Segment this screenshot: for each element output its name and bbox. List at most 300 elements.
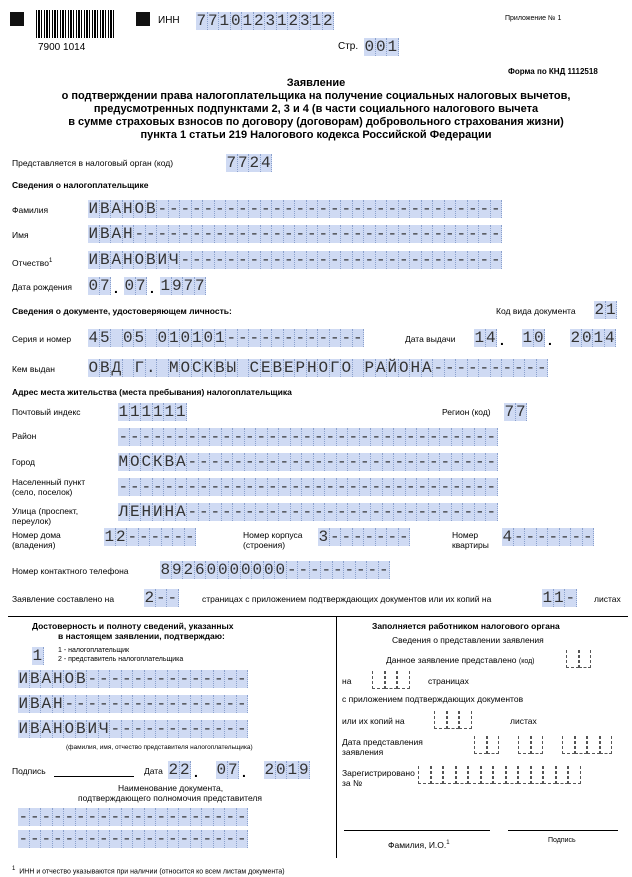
char-cell: Н xyxy=(164,503,175,521)
char-cell: - xyxy=(290,428,301,446)
docname-label-2: подтверждающего полномочия представителя xyxy=(78,793,262,803)
char-cell: - xyxy=(513,359,524,377)
char-cell: - xyxy=(226,251,237,269)
char-cell: - xyxy=(486,428,497,446)
char-cell: - xyxy=(405,478,416,496)
char-cell: - xyxy=(167,830,178,848)
char-cell: 4 xyxy=(502,528,513,546)
char-cell: - xyxy=(221,428,232,446)
char-cell: - xyxy=(121,808,132,826)
char-cell: - xyxy=(433,225,444,243)
char-cell: - xyxy=(286,561,297,579)
char-cell: - xyxy=(279,478,290,496)
signer-option-1: 1 - налогоплательщик xyxy=(58,647,130,654)
char-cell: И xyxy=(152,503,163,521)
char-cell: - xyxy=(249,200,260,218)
footnote: $^1$ ИНН и отчество указываются при наличии (относится ко всем листам документа) xyxy=(12,866,285,876)
char-cell: 2 xyxy=(322,12,333,30)
surname-field[interactable] xyxy=(88,200,502,218)
char-cell: - xyxy=(433,359,444,377)
char-cell: 1 xyxy=(593,329,604,347)
char-cell: - xyxy=(375,251,386,269)
char-cell: - xyxy=(283,225,294,243)
char-cell: - xyxy=(155,589,166,607)
char-cell: 0 xyxy=(240,561,251,579)
char-cell: - xyxy=(237,251,248,269)
dob-year[interactable] xyxy=(160,277,206,295)
char-cell: - xyxy=(325,503,336,521)
inn-field[interactable] xyxy=(196,12,334,30)
char-cell: - xyxy=(456,200,467,218)
char-cell: - xyxy=(225,695,236,713)
char-cell: М xyxy=(168,359,179,377)
char-cell: - xyxy=(64,808,75,826)
char-cell: Н xyxy=(122,200,133,218)
char-cell: - xyxy=(213,808,224,826)
char-cell: - xyxy=(244,478,255,496)
char-cell: - xyxy=(98,670,109,688)
char-cell xyxy=(385,671,398,689)
char-cell: - xyxy=(440,503,451,521)
char-cell: 1 xyxy=(553,589,564,607)
char-cell: - xyxy=(375,528,386,546)
char-cell: О xyxy=(180,359,191,377)
char-cell: - xyxy=(164,478,175,496)
form-title-2: о подтверждении права налогоплательщика на получение социальных налоговых вычетов, xyxy=(61,90,571,102)
page-number-field[interactable] xyxy=(364,38,399,56)
char-cell: - xyxy=(306,200,317,218)
char-cell: И xyxy=(88,251,99,269)
char-cell: 3 xyxy=(299,12,310,30)
char-cell: - xyxy=(359,428,370,446)
signer-surname-field[interactable] xyxy=(18,670,248,688)
char-cell: 2 xyxy=(179,761,190,779)
char-cell: - xyxy=(364,200,375,218)
char-cell: - xyxy=(456,251,467,269)
char-cell: - xyxy=(118,428,129,446)
char-cell: - xyxy=(479,251,490,269)
char-cell: - xyxy=(306,329,317,347)
docname-field-1[interactable] xyxy=(18,808,248,826)
char-cell: А xyxy=(111,200,122,218)
char-cell: К xyxy=(152,453,163,471)
char-cell: - xyxy=(175,478,186,496)
char-cell: - xyxy=(210,478,221,496)
char-cell: Ч xyxy=(98,720,109,738)
char-cell: - xyxy=(180,200,191,218)
char-cell xyxy=(474,736,487,754)
char-cell: - xyxy=(359,478,370,496)
char-cell: - xyxy=(18,808,29,826)
char-cell: - xyxy=(210,453,221,471)
char-cell: - xyxy=(421,225,432,243)
char-cell: - xyxy=(559,528,570,546)
char-cell: - xyxy=(214,200,225,218)
char-cell: - xyxy=(225,808,236,826)
char-cell: - xyxy=(98,808,109,826)
char-cell: - xyxy=(283,329,294,347)
char-cell: - xyxy=(440,453,451,471)
char-cell: - xyxy=(378,561,389,579)
copies-received-field[interactable] xyxy=(434,711,472,729)
char-cell: 1 xyxy=(141,403,152,421)
street-field[interactable] xyxy=(118,503,498,521)
char-cell: 1 xyxy=(242,12,253,30)
char-cell: - xyxy=(187,503,198,521)
char-cell: - xyxy=(167,670,178,688)
char-cell: - xyxy=(474,478,485,496)
region-field[interactable] xyxy=(504,403,527,421)
char-cell: 1 xyxy=(522,329,533,347)
locality-field[interactable] xyxy=(118,478,498,496)
char-cell: А xyxy=(111,251,122,269)
presented-date-label-1: Дата представления xyxy=(342,737,423,747)
char-cell: - xyxy=(451,428,462,446)
char-cell: - xyxy=(479,225,490,243)
char-cell: - xyxy=(237,225,248,243)
char-cell: Н xyxy=(122,251,133,269)
char-cell: В xyxy=(29,670,40,688)
left-head-2: в настоящем заявлении, подтверждаю: xyxy=(58,631,225,641)
char-cell: Г xyxy=(134,359,145,377)
issue-month[interactable] xyxy=(522,329,545,347)
char-cell: - xyxy=(267,453,278,471)
char-cell: - xyxy=(490,251,501,269)
char-cell: - xyxy=(359,453,370,471)
char-cell: 2 xyxy=(264,761,275,779)
house-label-1: Номер дома xyxy=(12,530,61,540)
signer-patronymic-field[interactable] xyxy=(18,720,248,738)
char-cell: - xyxy=(336,428,347,446)
flat-field[interactable] xyxy=(502,528,594,546)
char-cell: - xyxy=(75,808,86,826)
char-cell: - xyxy=(428,503,439,521)
char-cell: 0 xyxy=(263,561,274,579)
char-cell xyxy=(531,736,544,754)
char-cell: А xyxy=(41,670,52,688)
char-cell: - xyxy=(64,695,75,713)
name-label: Имя xyxy=(12,230,29,240)
signature-line[interactable] xyxy=(54,776,134,777)
char-cell xyxy=(487,736,500,754)
char-cell: - xyxy=(233,453,244,471)
registered-label-1: Зарегистрировано xyxy=(342,768,415,778)
dob-day[interactable] xyxy=(88,277,111,295)
char-cell: 1 xyxy=(219,12,230,30)
char-cell: Н xyxy=(410,359,421,377)
char-cell: - xyxy=(479,359,490,377)
char-cell: - xyxy=(202,695,213,713)
name-field[interactable] xyxy=(88,225,502,243)
official-name-line[interactable] xyxy=(344,830,490,831)
char-cell: - xyxy=(141,478,152,496)
char-cell: - xyxy=(121,695,132,713)
char-cell: - xyxy=(283,251,294,269)
char-cell: 7 xyxy=(99,277,110,295)
char-cell: - xyxy=(256,453,267,471)
char-cell: Н xyxy=(306,359,317,377)
char-cell: - xyxy=(203,225,214,243)
char-cell xyxy=(353,359,365,377)
postcode-field[interactable] xyxy=(118,403,187,421)
char-cell: - xyxy=(467,200,478,218)
presented-code-field[interactable] xyxy=(566,650,591,668)
char-cell: - xyxy=(336,478,347,496)
char-cell: - xyxy=(267,428,278,446)
char-cell: 1 xyxy=(160,277,171,295)
char-cell: А xyxy=(41,720,52,738)
char-cell: - xyxy=(272,200,283,218)
char-cell: - xyxy=(302,503,313,521)
char-cell xyxy=(434,711,447,729)
dob-month[interactable] xyxy=(124,277,147,295)
corpus-field[interactable] xyxy=(318,528,410,546)
char-cell: - xyxy=(298,561,309,579)
form-title-5: пункта 1 статьи 219 Налогового кодекса Российской Федерации xyxy=(140,129,492,141)
char-cell: - xyxy=(283,200,294,218)
char-cell: 0 xyxy=(375,38,386,56)
char-cell xyxy=(543,766,556,784)
char-cell: - xyxy=(249,225,260,243)
char-cell: - xyxy=(161,528,172,546)
char-cell: - xyxy=(236,670,247,688)
char-cell: . xyxy=(145,359,156,377)
phone-field[interactable] xyxy=(160,561,390,579)
authority-code-field[interactable] xyxy=(226,154,272,172)
char-cell: - xyxy=(110,830,121,848)
char-cell: 7 xyxy=(226,154,237,172)
char-cell: - xyxy=(295,251,306,269)
char-cell: - xyxy=(52,808,63,826)
district-field[interactable] xyxy=(118,428,498,446)
char-cell: - xyxy=(256,428,267,446)
signer-name-field[interactable] xyxy=(18,695,248,713)
city-field[interactable] xyxy=(118,453,498,471)
inn-label: ИНН xyxy=(158,15,180,26)
char-cell: - xyxy=(474,453,485,471)
char-cell: - xyxy=(348,428,359,446)
char-cell: - xyxy=(121,720,132,738)
pages-count-field[interactable] xyxy=(144,589,179,607)
address-section: Адрес места жительства (места пребывания) налогоплательщика xyxy=(12,387,292,397)
char-cell: - xyxy=(187,453,198,471)
char-cell: - xyxy=(279,428,290,446)
street-label-1: Улица (проспект, xyxy=(12,506,79,516)
char-cell: - xyxy=(167,808,178,826)
char-cell: - xyxy=(440,478,451,496)
char-cell: - xyxy=(371,453,382,471)
pages-received-field[interactable] xyxy=(372,671,410,689)
char-cell: - xyxy=(329,329,340,347)
char-cell: - xyxy=(313,453,324,471)
char-cell: 5 xyxy=(99,329,110,347)
char-cell: В xyxy=(214,359,225,377)
char-cell: 1 xyxy=(175,403,186,421)
char-cell: - xyxy=(179,830,190,848)
char-cell: 1 xyxy=(605,301,616,319)
house-label-2: (владения) xyxy=(12,540,56,550)
char-cell: 6 xyxy=(194,561,205,579)
doc-type-field[interactable] xyxy=(594,301,617,319)
char-cell xyxy=(146,329,158,347)
char-cell xyxy=(556,766,569,784)
char-cell: - xyxy=(451,478,462,496)
char-cell: - xyxy=(318,251,329,269)
on-label: на xyxy=(342,676,352,686)
char-cell: 2 xyxy=(115,528,126,546)
registration-number-field[interactable] xyxy=(418,766,581,784)
char-cell: - xyxy=(110,808,121,826)
form-code: Форма по КНД 1112518 xyxy=(508,67,598,76)
char-cell: - xyxy=(348,478,359,496)
char-cell: - xyxy=(225,670,236,688)
city-label: Город xyxy=(12,457,35,467)
or-copies-label: или их копий на xyxy=(342,716,405,726)
char-cell: 2 xyxy=(253,12,264,30)
dob-label: Дата рождения xyxy=(12,282,72,292)
sign-date-month[interactable] xyxy=(216,761,239,779)
char-cell xyxy=(531,766,544,784)
char-cell xyxy=(518,766,531,784)
char-cell: - xyxy=(329,225,340,243)
patronymic-field[interactable] xyxy=(88,251,502,269)
docname-field-2[interactable] xyxy=(18,830,248,848)
char-cell: А xyxy=(175,503,186,521)
issue-day[interactable] xyxy=(474,329,497,347)
char-cell: - xyxy=(463,478,474,496)
char-cell: - xyxy=(179,695,190,713)
copies-count-field[interactable] xyxy=(542,589,577,607)
char-cell: В xyxy=(99,200,110,218)
phone-label: Номер контактного телефона xyxy=(12,566,129,576)
char-cell: - xyxy=(244,453,255,471)
char-cell: - xyxy=(444,225,455,243)
char-cell xyxy=(431,766,444,784)
char-cell: 2 xyxy=(183,561,194,579)
series-field[interactable] xyxy=(88,329,364,347)
char-cell: - xyxy=(428,453,439,471)
presented-date-day[interactable] xyxy=(474,736,499,754)
char-cell: - xyxy=(150,528,161,546)
presented-date-month[interactable] xyxy=(518,736,543,754)
char-cell: - xyxy=(198,428,209,446)
char-cell: А xyxy=(111,225,122,243)
char-cell: И xyxy=(18,695,29,713)
char-cell: - xyxy=(428,478,439,496)
char-cell: - xyxy=(191,200,202,218)
house-field[interactable] xyxy=(104,528,196,546)
docname-label-1: Наименование документа, xyxy=(118,783,224,793)
char-cell: - xyxy=(98,830,109,848)
char-cell: - xyxy=(210,428,221,446)
char-cell: - xyxy=(213,720,224,738)
char-cell: 1 xyxy=(164,403,175,421)
char-cell: - xyxy=(336,503,347,521)
document-section: Сведения о документе, удостоверяющем личность: xyxy=(12,306,232,316)
char-cell: - xyxy=(325,478,336,496)
presented-date-year[interactable] xyxy=(562,736,612,754)
sign-date-day[interactable] xyxy=(168,761,191,779)
char-cell: - xyxy=(226,200,237,218)
char-cell: С xyxy=(141,453,152,471)
char-cell: - xyxy=(329,251,340,269)
char-cell: - xyxy=(202,670,213,688)
char-cell: - xyxy=(302,478,313,496)
char-cell: 0 xyxy=(581,329,592,347)
char-cell: И xyxy=(157,251,168,269)
char-cell: 0 xyxy=(122,329,133,347)
pages-word: страницах xyxy=(428,676,469,686)
char-cell: Й xyxy=(387,359,398,377)
signature-label: Подпись xyxy=(12,766,46,776)
char-cell: - xyxy=(145,225,156,243)
char-cell xyxy=(157,359,169,377)
char-cell: - xyxy=(444,200,455,218)
presented-label: Данное заявление представлено (код) xyxy=(386,655,535,665)
char-cell: 0 xyxy=(217,561,228,579)
char-cell: - xyxy=(221,478,232,496)
char-cell: - xyxy=(175,428,186,446)
char-cell: - xyxy=(536,359,547,377)
char-cell: 1 xyxy=(276,12,287,30)
char-cell: - xyxy=(467,359,478,377)
char-cell xyxy=(418,766,431,784)
char-cell: - xyxy=(394,478,405,496)
char-cell: - xyxy=(237,329,248,347)
char-cell: - xyxy=(121,670,132,688)
char-cell: К xyxy=(203,359,214,377)
char-cell: - xyxy=(295,329,306,347)
char-cell: - xyxy=(302,453,313,471)
char-cell: - xyxy=(352,528,363,546)
char-cell: - xyxy=(141,428,152,446)
char-cell: 4 xyxy=(604,329,615,347)
char-cell: 1 xyxy=(542,589,553,607)
char-cell: - xyxy=(306,225,317,243)
char-cell: 0 xyxy=(229,561,240,579)
char-cell: - xyxy=(313,503,324,521)
char-cell xyxy=(397,671,410,689)
flat-label-1: Номер xyxy=(452,530,479,540)
char-cell: - xyxy=(41,808,52,826)
char-cell: 0 xyxy=(124,277,135,295)
char-cell: - xyxy=(144,808,155,826)
char-cell: - xyxy=(502,359,513,377)
issuer-field[interactable] xyxy=(88,359,548,377)
char-cell: - xyxy=(375,225,386,243)
signer-type-field[interactable] xyxy=(32,647,44,665)
char-cell xyxy=(587,736,600,754)
char-cell: А xyxy=(41,695,52,713)
char-cell: Н xyxy=(52,695,63,713)
official-signature-line[interactable] xyxy=(508,830,618,831)
char-cell: - xyxy=(144,830,155,848)
char-cell: - xyxy=(179,670,190,688)
char-cell: - xyxy=(382,428,393,446)
char-cell xyxy=(493,766,506,784)
right-sub: Сведения о представлении заявления xyxy=(392,635,544,645)
sign-date-year[interactable] xyxy=(264,761,310,779)
char-cell: М xyxy=(118,453,129,471)
char-cell: - xyxy=(382,503,393,521)
char-cell: - xyxy=(134,225,145,243)
char-cell: - xyxy=(179,808,190,826)
char-cell: 2 xyxy=(594,301,605,319)
char-cell: - xyxy=(256,503,267,521)
char-cell: - xyxy=(433,251,444,269)
bottom-divider xyxy=(8,616,628,617)
issue-year[interactable] xyxy=(570,329,616,347)
